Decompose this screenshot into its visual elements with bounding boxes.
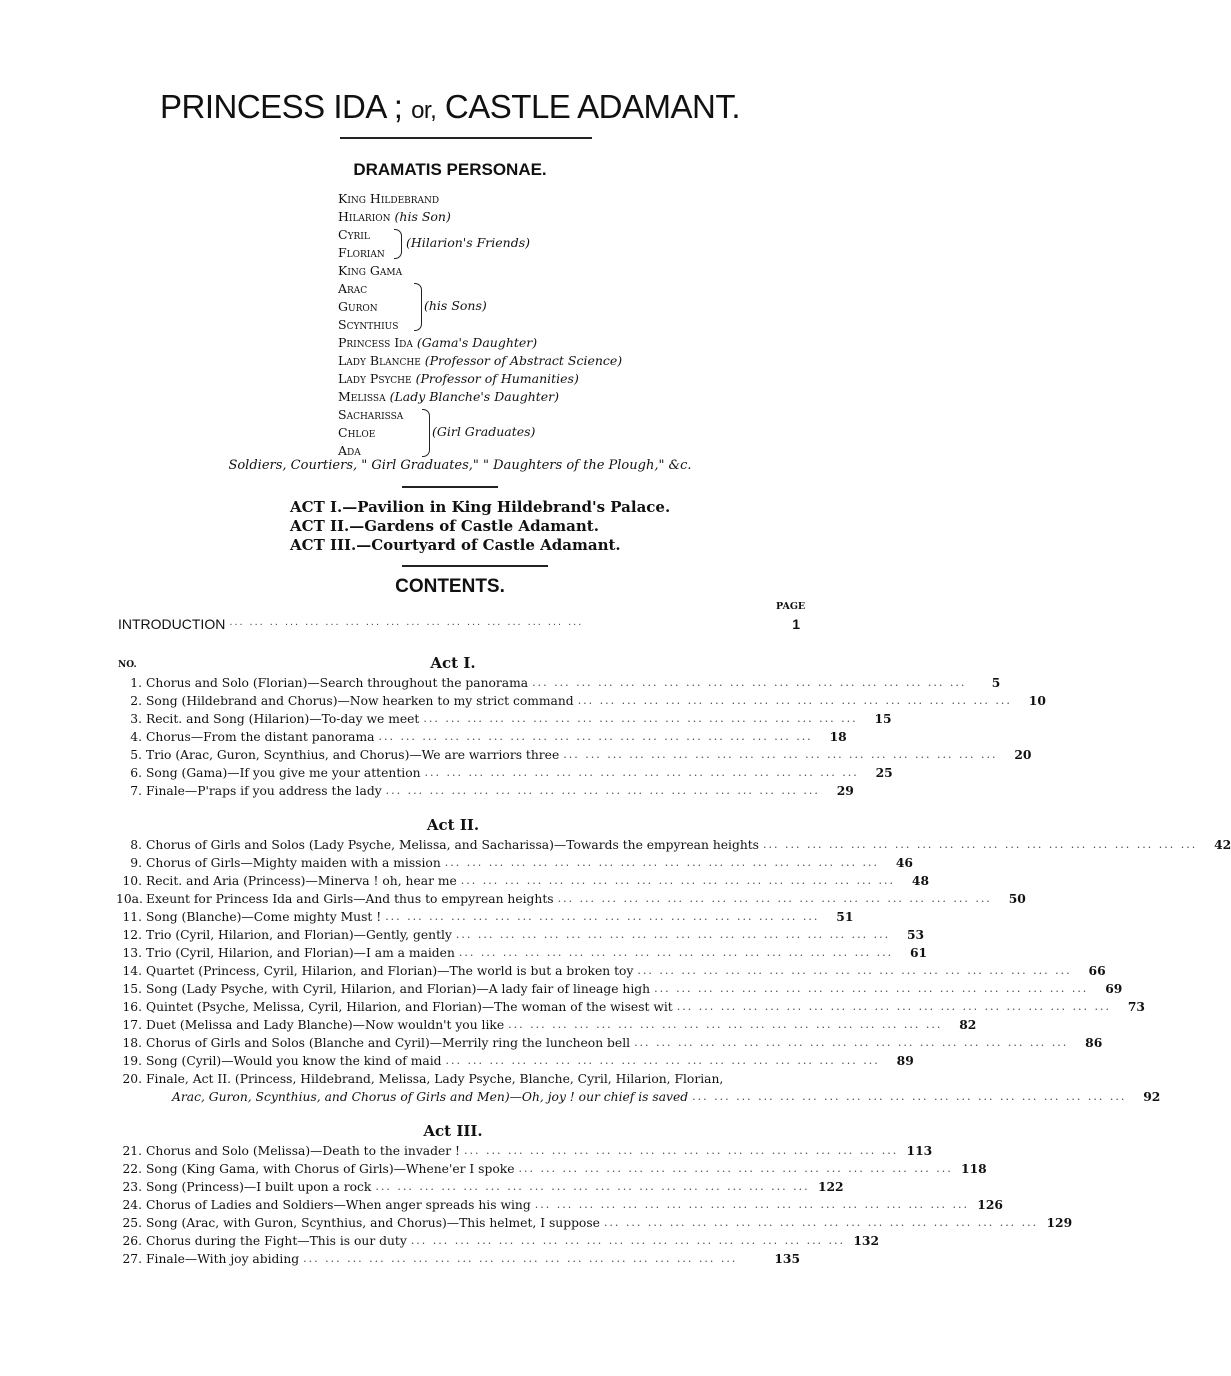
- dot-leader: ... ... ... ... ... ... ... ... ... ... ... ... ... ... ... ... ... ... ... ...: [385, 784, 820, 797]
- entry-number: 1.: [130, 676, 142, 690]
- entry-number: 7.: [130, 784, 142, 798]
- dramatis-personae-heading: DRAMATIS PERSONAE.: [353, 160, 547, 179]
- dot-leader: ... ... ... ... ... ... ... ... ... ... ... ... ... ... ... ... ... ... ... ...: [303, 1252, 738, 1265]
- entry-page: 89: [896, 1053, 914, 1068]
- entry-title: Chorus during the Fight—This is our duty: [146, 1234, 407, 1248]
- dot-leader: ... ... ... ... ... ... ... ... ... ... ... ... ... ... ... ... ... ... ... ...: [518, 1162, 953, 1175]
- contents-entry: [116, 1160, 987, 1178]
- act-2-heading: Act II.: [426, 816, 480, 834]
- entry-title: Chorus and Solo (Melissa)—Death to the invader !: [146, 1144, 460, 1158]
- contents-entry: [116, 710, 892, 728]
- brace: [414, 283, 422, 331]
- act-scenes: [290, 498, 670, 555]
- entry-number: 11.: [122, 910, 142, 924]
- entry-number: 10a.: [116, 892, 143, 906]
- title-subtitle: CASTLE ADAMANT.: [436, 88, 741, 125]
- entry-page: 118: [961, 1161, 987, 1176]
- entry-page: 20: [1014, 747, 1032, 762]
- entry-page: 50: [1008, 891, 1026, 906]
- contents-entry: [116, 1178, 844, 1196]
- entry-page: 73: [1127, 999, 1145, 1014]
- dot-leader: ... ... ... ... ... ... ... ... ... ... ... ... ... ... ... ... ... ... ... ...: [557, 892, 992, 905]
- entry-number: 21.: [122, 1144, 142, 1158]
- entry-number: 27.: [122, 1252, 142, 1266]
- entry-number: 2.: [130, 694, 142, 708]
- section-rule: [402, 565, 548, 567]
- entry-page: 29: [836, 783, 854, 798]
- dot-leader: ... ... ... ... ... ... ... ... ... ... ... ... ... ... ... ... ... ... ... ...: [460, 874, 896, 887]
- entry-number: 12.: [122, 928, 142, 942]
- entry-title: Arac, Guron, Scynthius, and Chorus of Girls and Men)—Oh, joy ! our chief is saved: [172, 1090, 689, 1104]
- entry-title: Song (Gama)—If you give me your attention: [146, 766, 421, 780]
- entry-title: Chorus of Girls—Mighty maiden with a mission: [146, 856, 441, 870]
- cast-name: Chloe: [338, 425, 376, 440]
- contents-entry: [116, 1052, 914, 1070]
- contents-entry: [116, 998, 1145, 1016]
- entry-number: 8.: [130, 838, 142, 852]
- entry-number: 10.: [122, 874, 142, 888]
- dot-leader: ... ... ... ... ... ... ... ... ... ... ... ... ... ... ... ... ... ... ... ...: [444, 856, 879, 869]
- entry-page: 42: [1214, 837, 1231, 852]
- entry-title: Chorus of Girls and Solos (Lady Psyche, Melissa, and Sacharissa)—Towards the empyrean heights: [146, 838, 759, 852]
- act-1-entries: [116, 674, 1046, 800]
- dot-leader: ... ... ... ... ... ... ... ... ... ... ... ... ... ... ... ... ... ... ... ...: [463, 1144, 899, 1157]
- entry-page: 82: [959, 1017, 977, 1032]
- brace: [394, 229, 402, 259]
- entry-title: Recit. and Aria (Princess)—Minerva ! oh, hear me: [146, 874, 457, 888]
- cast-name: Hilarion: [338, 209, 391, 224]
- entry-title: Chorus of Ladies and Soldiers—When anger spreads his wing: [146, 1198, 531, 1212]
- dot-leader: ... ... ... ... ... ... ... ... ... ... ... ... ... ... ... ... ... ... ... ...: [375, 1180, 810, 1193]
- entry-title: Song (Lady Psyche, with Cyril, Hilarion, and Florian)—A lady fair of lineage high: [146, 982, 651, 996]
- contents-entry: [116, 872, 930, 890]
- entry-number: 23.: [122, 1180, 142, 1194]
- cast-row: [338, 262, 622, 280]
- cast-row: [338, 406, 622, 424]
- act-3-entries: [116, 1142, 1073, 1268]
- entry-page: 5: [991, 675, 1001, 690]
- cast-note: (Professor of Humanities): [415, 371, 579, 386]
- contents-entry: [116, 1070, 800, 1088]
- cast-row: [338, 370, 622, 388]
- cast-row: [338, 280, 622, 298]
- contents-entry: [116, 1250, 800, 1268]
- entry-page: 61: [909, 945, 928, 960]
- entry-title: Recit. and Song (Hilarion)—To-day we meet: [146, 712, 420, 726]
- cast-name: Scynthius: [338, 317, 399, 332]
- cast-row: [338, 208, 622, 226]
- entry-title: Trio (Cyril, Hilarion, and Florian)—I am a maiden: [146, 946, 455, 960]
- entry-page: 126: [977, 1197, 1003, 1212]
- entry-page: 86: [1085, 1035, 1103, 1050]
- contents-heading: CONTENTS.: [395, 576, 505, 597]
- contents-entry: [116, 926, 925, 944]
- contents-entry: [116, 890, 1026, 908]
- cast-name: Lady Psyche: [338, 371, 412, 386]
- entry-title: Exeunt for Princess Ida and Girls—And thus to empyrean heights: [146, 892, 554, 906]
- contents-entry: [116, 1214, 1073, 1232]
- cast-note: (Professor of Abstract Science): [424, 353, 623, 368]
- entry-number: 3.: [130, 712, 142, 726]
- contents-entry: [116, 980, 1123, 998]
- entry-page: 25: [875, 765, 893, 780]
- contents-entry: [116, 944, 928, 962]
- entry-number: 5.: [130, 748, 142, 762]
- entry-number: 26.: [122, 1234, 142, 1248]
- cast-name: Lady Blanche: [338, 353, 421, 368]
- cast-note: (Lady Blanche's Daughter): [389, 389, 560, 404]
- entry-number: 13.: [122, 946, 142, 960]
- contents-entry: [116, 782, 854, 800]
- cast-name: Princess Ida: [338, 335, 413, 350]
- cast-group-friends: [338, 226, 622, 262]
- cast-group-sons: [338, 280, 622, 334]
- section-rule: [402, 486, 498, 488]
- entry-title: Song (Arac, with Guron, Scynthius, and Chorus)—This helmet, I suppose: [146, 1216, 600, 1230]
- cast-list: [338, 190, 622, 460]
- entry-page: 92: [1143, 1089, 1161, 1104]
- cast-group-graduates: [338, 406, 622, 460]
- brace: [422, 409, 430, 457]
- contents-entry: [116, 746, 1032, 764]
- entry-number: 17.: [122, 1018, 142, 1032]
- entry-title: Chorus—From the distant panorama: [146, 730, 375, 744]
- entry-page: 69: [1105, 981, 1123, 996]
- introduction-page: 1: [792, 616, 800, 632]
- dot-leader: ... ... ... ... ... ... ... ... ... ... ... ... ... ... ... ... ... ... ... ...: [385, 910, 820, 923]
- entry-title: Chorus and Solo (Florian)—Search throughout the panorama: [146, 676, 529, 690]
- cast-name: King Gama: [338, 263, 403, 278]
- introduction-label: INTRODUCTION: [118, 616, 226, 632]
- act-scene-line: ACT III.—Courtyard of Castle Adamant.: [290, 536, 621, 554]
- entry-title: Trio (Arac, Guron, Scynthius, and Chorus)—We are warriors three: [146, 748, 560, 762]
- page-column-label: PAGE: [776, 601, 806, 612]
- entry-page: 46: [895, 855, 913, 870]
- entry-title: Duet (Melissa and Lady Blanche)—Now wouldn't you like: [146, 1018, 505, 1032]
- title-rule: [340, 137, 592, 139]
- act-scene-line: ACT I.—Pavilion in King Hildebrand's Palace.: [290, 498, 671, 516]
- entry-number: 18.: [122, 1036, 142, 1050]
- cast-name: Cyril: [338, 227, 370, 242]
- dot-leader: ... ... ... ... ... ... ... ... ... ... ... ... ... ... ... ... ... ... ... ...: [508, 1018, 943, 1031]
- entry-page: 51: [836, 909, 854, 924]
- entry-page: 113: [906, 1143, 933, 1158]
- cast-row: [338, 352, 622, 370]
- dot-leader: ... ... ... ... ... ... ... ... ... ... ... ... ... ... ... ... ... ... ... ...: [654, 982, 1089, 995]
- act-2-entries: [116, 836, 1231, 1106]
- entry-title: Chorus of Girls and Solos (Blanche and Cyril)—Merrily ring the luncheon bell: [146, 1036, 631, 1050]
- cast-name: Ada: [338, 443, 361, 458]
- dot-leader: ... ... ... ... ... ... ... ... ... ... ... ... ... ... ... ... ... ... ... ...: [603, 1216, 1039, 1229]
- entry-page: 66: [1088, 963, 1106, 978]
- entry-page: 18: [829, 729, 847, 744]
- number-column-label: NO.: [118, 660, 137, 670]
- entry-number: 4.: [130, 730, 142, 744]
- contents-entry: [116, 1088, 1161, 1106]
- entry-page: 53: [907, 927, 925, 942]
- entry-page: 129: [1046, 1215, 1073, 1230]
- entry-page: 15: [874, 711, 892, 726]
- entry-number: 25.: [122, 1216, 142, 1230]
- act-scene-line: ACT II.—Gardens of Castle Adamant.: [290, 517, 599, 535]
- dot-leader: ... ... ... ... ... ... ... ... ... ... ... ... ... ... ... ... ... ... ... ...: [458, 946, 894, 959]
- act-3-heading: Act III.: [423, 1122, 483, 1140]
- entry-number: 9.: [130, 856, 142, 870]
- entry-title: Trio (Cyril, Hilarion, and Florian)—Gently, gently: [146, 928, 452, 942]
- entry-title: Song (Hildebrand and Chorus)—Now hearken to my strict command: [146, 694, 574, 708]
- entry-page: 48: [911, 873, 930, 888]
- dot-leader: ... ... ... ... ... ... ... ... ... ... ... ... ... ... ... ... ... ... ... ...: [637, 964, 1072, 977]
- entry-title: Quintet (Psyche, Melissa, Cyril, Hilarion, and Florian)—The woman of the wisest wit: [146, 1000, 673, 1014]
- entry-title: Song (Princess)—I built upon a rock: [146, 1180, 372, 1194]
- entry-number: 20.: [122, 1072, 142, 1086]
- entry-page: 10: [1028, 693, 1046, 708]
- cast-row: [338, 334, 622, 352]
- dot-leader: ... ... ... ... ... ... ... ... ... ... ... ... ... ... ... ... ... ... ... ...: [423, 712, 858, 725]
- dot-leader: ... ... ... ... ... ... ... ... ... ... ... ... ... ... ... ... ... ... ... ...: [532, 676, 967, 689]
- dot-leader: ... ... ... ... ... ... ... ... ... ... ... ... ... ... ... ... ... ... ... ...: [410, 1234, 846, 1247]
- entry-number: 19.: [122, 1054, 142, 1068]
- entry-page: 132: [853, 1233, 880, 1248]
- cast-name: Florian: [338, 245, 385, 260]
- dot-leader: ... ... ... ... ... ... ... ... ... ... ... ... ... ... ... ... ... ... ... ...: [445, 1054, 880, 1067]
- contents-entry: [116, 692, 1046, 710]
- contents-entry: [116, 1142, 933, 1160]
- entry-number: 14.: [122, 964, 142, 978]
- entry-title: Finale—P'raps if you address the lady: [146, 784, 382, 798]
- act-1-heading: Act I.: [430, 654, 476, 672]
- title-main: PRINCESS IDA: [159, 88, 386, 125]
- page-title: [0, 88, 900, 126]
- entry-number: 15.: [122, 982, 142, 996]
- group-note-friends: (Hilarion's Friends): [406, 235, 530, 250]
- contents-entry: [116, 728, 847, 746]
- cast-name: Arac: [338, 281, 368, 296]
- dot-leader: [723, 1070, 770, 1088]
- contents-entry: [116, 1016, 977, 1034]
- group-note-sons: (his Sons): [424, 298, 487, 313]
- entry-title: Song (King Gama, with Chorus of Girls)—Whene'er I spoke: [146, 1162, 515, 1176]
- dot-leader: ... ... ... ... ... ... ... ... ... ... ... ... ... ... ... ... ... ... ... ...: [534, 1198, 969, 1211]
- dot-leader: ... ... ... ... ... ... ... ... ... ... ... ... ... ... ... ... ... ... ... ...: [378, 730, 813, 743]
- entry-page: 135: [774, 1251, 800, 1266]
- contents-entry: [116, 1034, 1103, 1052]
- entry-title: Song (Cyril)—Would you know the kind of maid: [146, 1054, 442, 1068]
- contents-entry: [116, 1232, 880, 1250]
- cast-note: (Gama's Daughter): [416, 335, 538, 350]
- cast-row: [338, 316, 622, 334]
- contents-entry: [116, 764, 893, 782]
- entry-number: 24.: [122, 1198, 142, 1212]
- cast-name: Sacharissa: [338, 407, 404, 422]
- contents-entry: [116, 1196, 1003, 1214]
- cast-note: (his Son): [394, 209, 451, 224]
- entry-title: Finale, Act II. (Princess, Hildebrand, Melissa, Lady Psyche, Blanche, Cyril, Hilarion, Florian,: [146, 1072, 724, 1086]
- cast-name: King Hildebrand: [338, 191, 440, 206]
- cast-name: Melissa: [338, 389, 386, 404]
- introduction-row: [118, 616, 800, 632]
- contents-entry: [116, 674, 1001, 692]
- dot-leader: ... ... ... ... ... ... ... ... ... ... ... ... ... ... ... ... ... ... ... ...: [424, 766, 859, 779]
- dot-leader: ... ... ... ... ... ... ... ... ... ... ... ... ... ... ... ... ... ... ... ...: [763, 838, 1198, 851]
- dot-leader: ... ... ... ... ... ... ... ... ... ... ... ... ... ... ... ... ... ... ... ...: [563, 748, 998, 761]
- entry-page: 122: [817, 1179, 844, 1194]
- contents-entry: [116, 854, 913, 872]
- dot-leader: ... ... ... ... ... ... ... ... ... ... ... ... ... ... ... ... ... ... ... ...: [577, 694, 1012, 707]
- entry-page: [770, 1070, 800, 1088]
- dot-leader: ... ... ... ... ... ... ... ... ... ... ... ... ... ... ... ... ... ... ... ...: [634, 1036, 1069, 1049]
- entry-number: 22.: [122, 1162, 142, 1176]
- dot-leader: ... ... ... ... ... ... ... ... ... ... ... ... ... ... ... ... ... ... ... ...: [676, 1000, 1111, 1013]
- entry-title: Finale—With joy abiding: [146, 1252, 300, 1266]
- cast-row: [338, 190, 622, 208]
- dot-leader: ... ... .. ... ... ... ... ... ... ... ... ... ... ... ... ... ... ...: [229, 616, 584, 628]
- title-separator: ;: [385, 88, 412, 125]
- cast-name: Guron: [338, 299, 378, 314]
- contents-entry: [116, 836, 1231, 854]
- cast-row: [338, 388, 622, 406]
- title-or: or,: [411, 97, 437, 124]
- entry-number: 16.: [122, 1000, 142, 1014]
- entry-number: 6.: [130, 766, 142, 780]
- dot-leader: ... ... ... ... ... ... ... ... ... ... ... ... ... ... ... ... ... ... ... ...: [692, 1090, 1127, 1103]
- entry-title: Song (Blanche)—Come mighty Must !: [146, 910, 382, 924]
- entry-title: Quartet (Princess, Cyril, Hilarion, and Florian)—The world is but a broken toy: [146, 964, 634, 978]
- contents-entry: [116, 908, 854, 926]
- dot-leader: ... ... ... ... ... ... ... ... ... ... ... ... ... ... ... ... ... ... ... ...: [455, 928, 891, 941]
- extras-line: Soldiers, Courtiers, " Girl Graduates," " Daughters of the Plough," &c.: [228, 458, 692, 473]
- contents-entry: [116, 962, 1106, 980]
- group-note-graduates: (Girl Graduates): [432, 424, 536, 439]
